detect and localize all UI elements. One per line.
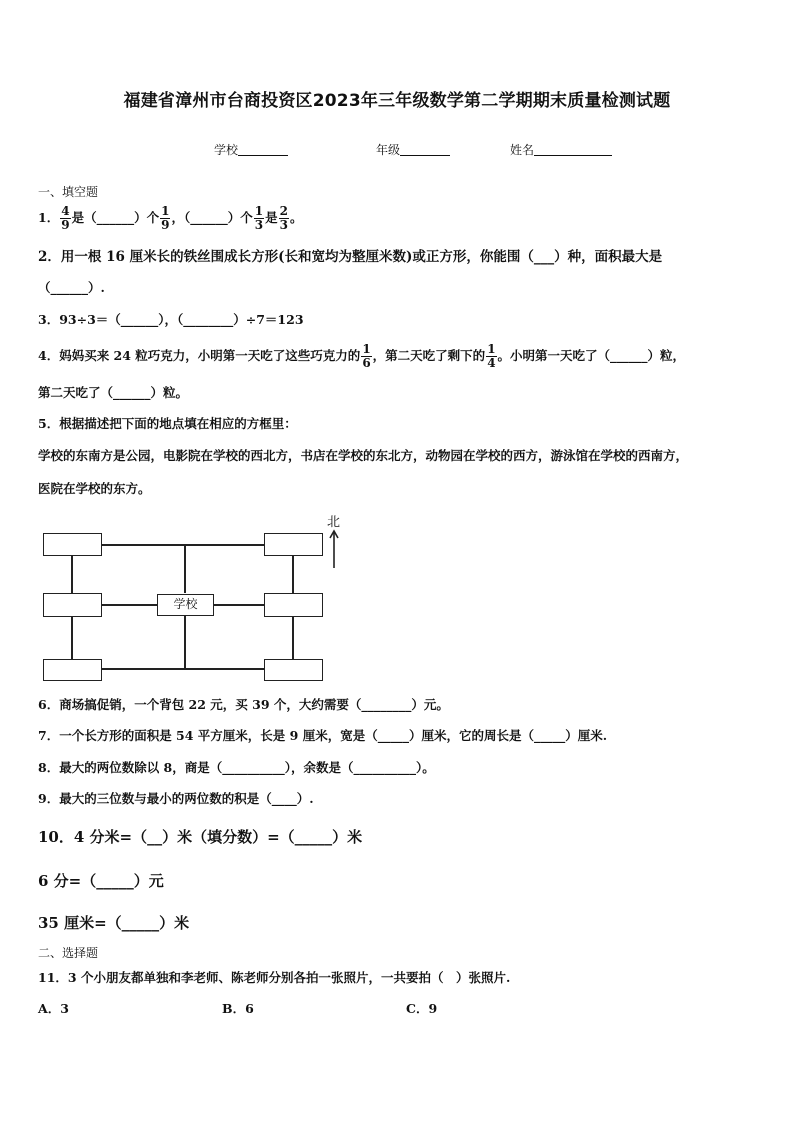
fraction: $\frac{1}{9}$ [161, 203, 170, 232]
connector-line [102, 544, 264, 546]
fraction: $\frac{2}{3}$ [279, 203, 288, 232]
school-field [214, 141, 288, 158]
connector-line [102, 604, 157, 606]
school-label: 学校 [214, 143, 239, 157]
q4-text-2: ，第二天吃了剩下的 [372, 348, 486, 363]
q1-number: 1． [38, 210, 60, 225]
connector-line [184, 616, 186, 669]
fraction: $\frac{1}{6}$ [362, 341, 371, 370]
question-6: 6．商场搞促销，一个背包 22 元，买 39 个，大约需要（________）元。 [38, 697, 449, 712]
school-blank [238, 143, 288, 156]
question-4-line-1 [38, 339, 685, 373]
q1-text-2: ，（______）个 [171, 210, 253, 225]
map-box-northeast[interactable] [264, 533, 323, 556]
map-box-northwest[interactable] [43, 533, 102, 556]
option-b[interactable]: B．6 [222, 1001, 254, 1016]
connector-line [71, 617, 73, 659]
connector-line [71, 556, 73, 593]
question-2-line-1: 2．用一根 16 厘米长的铁丝围成长方形(长和宽均为整厘米数)或正方形，你能围（___）种，面积最大是 [38, 249, 663, 265]
question-3: 3．93÷3＝（______），（________）÷7＝123 [38, 312, 304, 327]
q4-text-3: 。小明第一天吃了（______）粒， [497, 348, 686, 363]
map-box-east[interactable] [264, 593, 323, 617]
q1-text-1: 是（______）个 [71, 210, 160, 225]
question-10-line-2: 6 分=（_____）元 [38, 872, 164, 890]
question-1 [38, 203, 302, 233]
fraction: $\frac{1}{3}$ [254, 203, 264, 232]
question-10-line-3: 35 厘米=（_____）米 [38, 914, 190, 932]
question-9: 9．最大的三位数与最小的两位数的积是（____）. [38, 791, 314, 806]
question-11-stem: 11．3 个小朋友都单独和李老师、陈老师分别各拍一张照片，一共要拍（ ）张照片. [38, 970, 511, 985]
map-box-southeast[interactable] [264, 659, 323, 681]
grade-field [376, 141, 450, 158]
map-box-school: 学校 [157, 594, 214, 616]
question-5-line-2: 学校的东南方是公园，电影院在学校的西北方，书店在学校的东北方，动物园在学校的西方，游泳馆在学校的西南方， [38, 448, 689, 463]
connector-line [184, 545, 186, 593]
q1-text-3: 是 [265, 210, 278, 225]
connector-line [292, 556, 294, 593]
map-box-west[interactable] [43, 593, 102, 617]
question-4-line-2: 第二天吃了（______）粒。 [38, 385, 189, 400]
map-box-southwest[interactable] [43, 659, 102, 681]
question-10-line-1: 10．4 分米=（__）米（填分数）=（_____）米 [38, 828, 363, 846]
connector-line [214, 604, 264, 606]
option-c[interactable]: C．9 [406, 1001, 438, 1016]
north-label: 北 [327, 515, 341, 530]
page-title: 福建省漳州市台商投资区2023年三年级数学第二学期期末质量检测试题 [123, 91, 671, 111]
fraction: $\frac{4}{9}$ [61, 203, 70, 232]
name-blank [534, 143, 612, 156]
section-fill-blank: 一、填空题 [38, 185, 99, 199]
question-5-line-1: 5．根据描述把下面的地点填在相应的方框里： [38, 416, 297, 431]
question-7: 7．一个长方形的面积是 54 平方厘米，长是 9 厘米，宽是（_____）厘米，它的周长是（_____）厘米. [38, 728, 608, 743]
question-2-line-2: （______）. [38, 280, 105, 295]
question-8: 8．最大的两位数除以 8，商是（__________），余数是（__________）。 [38, 760, 435, 775]
q4-text-1: 4．妈妈买来 24 粒巧克力，小明第一天吃了这些巧克力的 [38, 348, 361, 363]
fraction: $\frac{1}{4}$ [487, 341, 496, 370]
option-a[interactable]: A．3 [38, 1001, 69, 1016]
section-multiple-choice: 二、选择题 [38, 946, 99, 960]
connector-line [102, 668, 264, 670]
north-arrow-icon [328, 528, 340, 570]
q1-text-4: 。 [289, 210, 303, 225]
question-5-line-3: 医院在学校的东方。 [38, 481, 151, 496]
name-label: 姓名 [510, 143, 535, 157]
grade-label: 年级 [376, 143, 401, 157]
grade-blank [400, 143, 450, 156]
connector-line [292, 617, 294, 659]
name-field [510, 141, 612, 158]
